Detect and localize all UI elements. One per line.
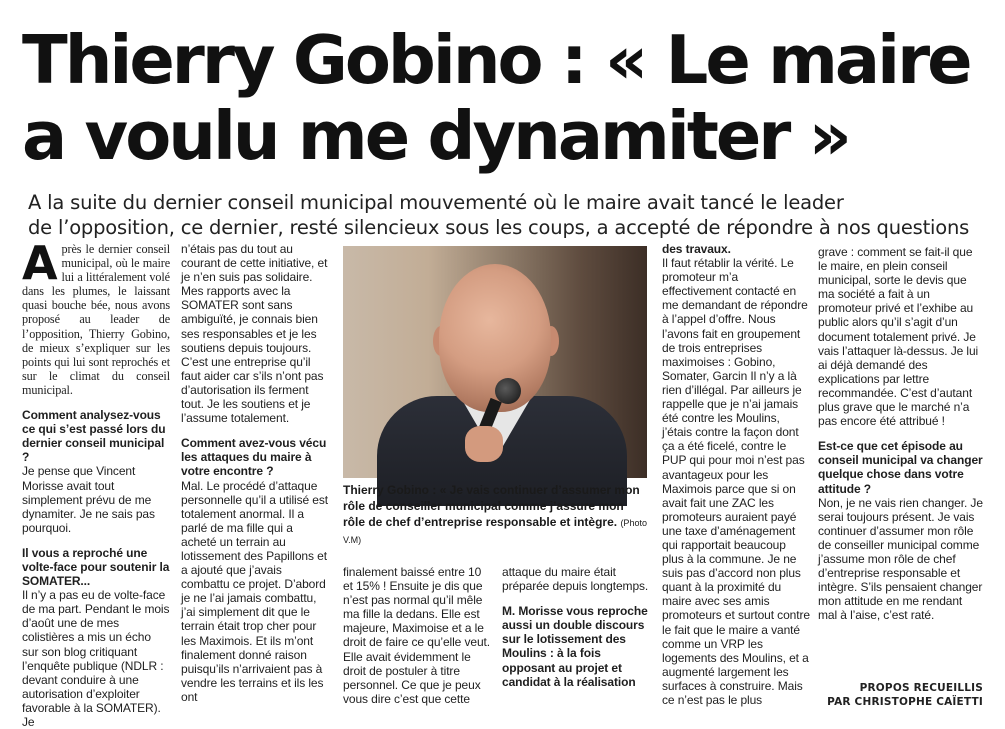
caption-text: Thierry Gobino : « Je vais continuer d’assumer mon rôle de conseiller municipal comme j’assure mon rôle de chef d’entreprise responsable et intègre. bbox=[343, 483, 640, 529]
answer-3-end: attaque du maire était préparée depuis longtemps. bbox=[502, 565, 649, 594]
question-4-end: des travaux. bbox=[662, 242, 731, 256]
question-5: Est-ce que cet épisode au conseil municipal va changer quelque chose dans votre attitude ? bbox=[818, 439, 983, 496]
photo-caption bbox=[343, 482, 649, 548]
byline bbox=[818, 681, 983, 709]
article-column-6 bbox=[818, 245, 983, 622]
headline-line-1: Thierry Gobino : « Le maire bbox=[22, 21, 970, 99]
answer-3: Mal. Le procédé d’attaque personnelle qu’il a utilisé est totalement anormal. Il a parlé de ma fille qui a acheté un terrain au lotissement des Papillons et a ajouté que j’avais combattu ce projet. D’abord je ne l’ai jamais combattu, j’ai simplement dit que le terrain était trop cher pour les Maximois. Et ils m’ont finalement donné raison puisqu’ils n’arrivaient pas à vendre les terrains et ils les ont bbox=[181, 478, 328, 704]
answer-1: Je pense que Vincent Morisse avait tout simplement prévu de me dynamiter. Je ne sais pas pourquoi. bbox=[22, 464, 155, 535]
headline bbox=[22, 22, 982, 174]
question-3: Comment avez-vous vécu les attaques du maire à votre encontre ? bbox=[181, 436, 327, 479]
standfirst bbox=[28, 190, 988, 240]
microphone-head bbox=[495, 378, 521, 404]
answer-3-continued: finalement baissé entre 10 et 15% ! Ensuite je dis que n’est pas normal qu’il mêle ma fille la dedans. Elle est majeure, Maximoise et a le droit de faire ce qu’elle veut. Elle avait évidemment le droit de postuler à titre personnel. Ce que je peux vous dire c’est que cette bbox=[343, 565, 490, 706]
answer-2: Il n’y a pas eu de volte-face de ma part. Pendant le mois d’août une de mes colistières a mis un écho sur son blog critiquant l’enquête publique (NDLR : devant conduire à une autorisation d’exploiter favorable à la SOMATER). Je bbox=[22, 588, 170, 729]
drop-cap: A bbox=[22, 236, 58, 290]
standfirst-line-1: A la suite du dernier conseil municipal mouvementé où le maire avait tancé le leader bbox=[28, 191, 844, 214]
answer-4: Il faut rétablir la vérité. Le promoteur m’a effectivement contacté en me demandant de répondre à l’appel d’offre. Nous l’avons fait en groupement de trois entreprises maximoises : Gobino, Somater, Garcin Il n’y a là rien d’illégal. Par ailleurs je rappelle que je n’ai jamais été contre les Moulins, j’étais contre la façon dont ça a été ficelé, contre le PUP qui pour moi n’est pas avantageux pour les Maximois parce que si on avait fait une ZAC les promoteurs auraient payé une taxe d’aménagement qui rapportait beaucoup plus à la commune. Je ne suis pas d’accord non plus quant à la proximité du maire avec ses amis promoteurs et surtout contre le fait que le maire a vanté comme un VRP les logements des Moulins, et a augmenté largement les surfaces à construire. Mais ce n’est pas le plus bbox=[662, 256, 810, 707]
question-4: M. Morisse vous reproche aussi un double discours sur le lotissement des Moulins : à la fois opposant au projet et candidat à la réalisation bbox=[502, 604, 648, 689]
article-column-4 bbox=[502, 565, 650, 689]
byline-line-2: PAR CHRISTOPHE CAÏETTI bbox=[827, 696, 983, 708]
question-2: Il vous a reproché une volte-face pour soutenir la SOMATER... bbox=[22, 545, 170, 589]
article-column-2 bbox=[181, 242, 329, 704]
answer-2-continued: n’étais pas du tout au courant de cette initiative, et je n’en suis pas solidaire. Mes rapports avec la SOMATER sont sans ambiguïté, je connais bien ses responsables et je les soutiens depuis toujours. C’est une entreprise qu’il faut aider car s’ils n’ont pas d’autorisation ils ferment tout. Je les soutiens et je l’assume totalement. bbox=[181, 242, 328, 426]
article-column-3 bbox=[343, 565, 493, 706]
question-1: Comment analysez-vous ce qui s’est passé lors du dernier conseil municipal ? bbox=[22, 408, 166, 465]
intro-text: près le dernier conseil municipal, où le maire lui a littéralement volé dans les plumes, le laissant quasi bouche bée, nous avons proposé au leader de l’opposition, Thierry Gobino, de mieux s’expliquer sur les points qui lui sont reprochés et sur le climat du conseil municipal. bbox=[22, 242, 170, 397]
answer-4-continued: grave : comment se fait-il que le maire, en plein conseil municipal, sorte le devis que ma société a fait à un promoteur privé et l’exhibe au public alors qu’il s’agit d’un document totalement privé. Je vais l’attaquer là-dessus. Je lui ai déjà demandé des explications par lettre recommandée. C’est d’autant plus grave que le marché n’a pas encore été attribué ! bbox=[818, 245, 979, 429]
answer-5: Non, je ne vais rien changer. Je serai toujours présent. Je vais continuer d’assumer mon rôle de conseiller municipal comme j’assume mon rôle de chef d’entreprise responsable et intègre. S’ils pensaient changer mon attitude en me rendant mal à l’aise, c’est raté. bbox=[818, 495, 983, 623]
photo-credit: (Photo V.M) bbox=[343, 518, 647, 545]
headline-line-2: a voulu me dynamiter » bbox=[22, 97, 849, 175]
standfirst-line-2: de l’opposition, ce dernier, resté silencieux sous les coups, a accepté de répondre à nos questions bbox=[28, 216, 970, 239]
photo-hand bbox=[465, 426, 503, 462]
article-column-1 bbox=[22, 236, 170, 729]
portrait-photo bbox=[343, 246, 647, 478]
intro-paragraph bbox=[22, 236, 170, 397]
article-column-5 bbox=[662, 242, 810, 707]
byline-line-1: PROPOS RECUEILLIS bbox=[859, 682, 983, 694]
